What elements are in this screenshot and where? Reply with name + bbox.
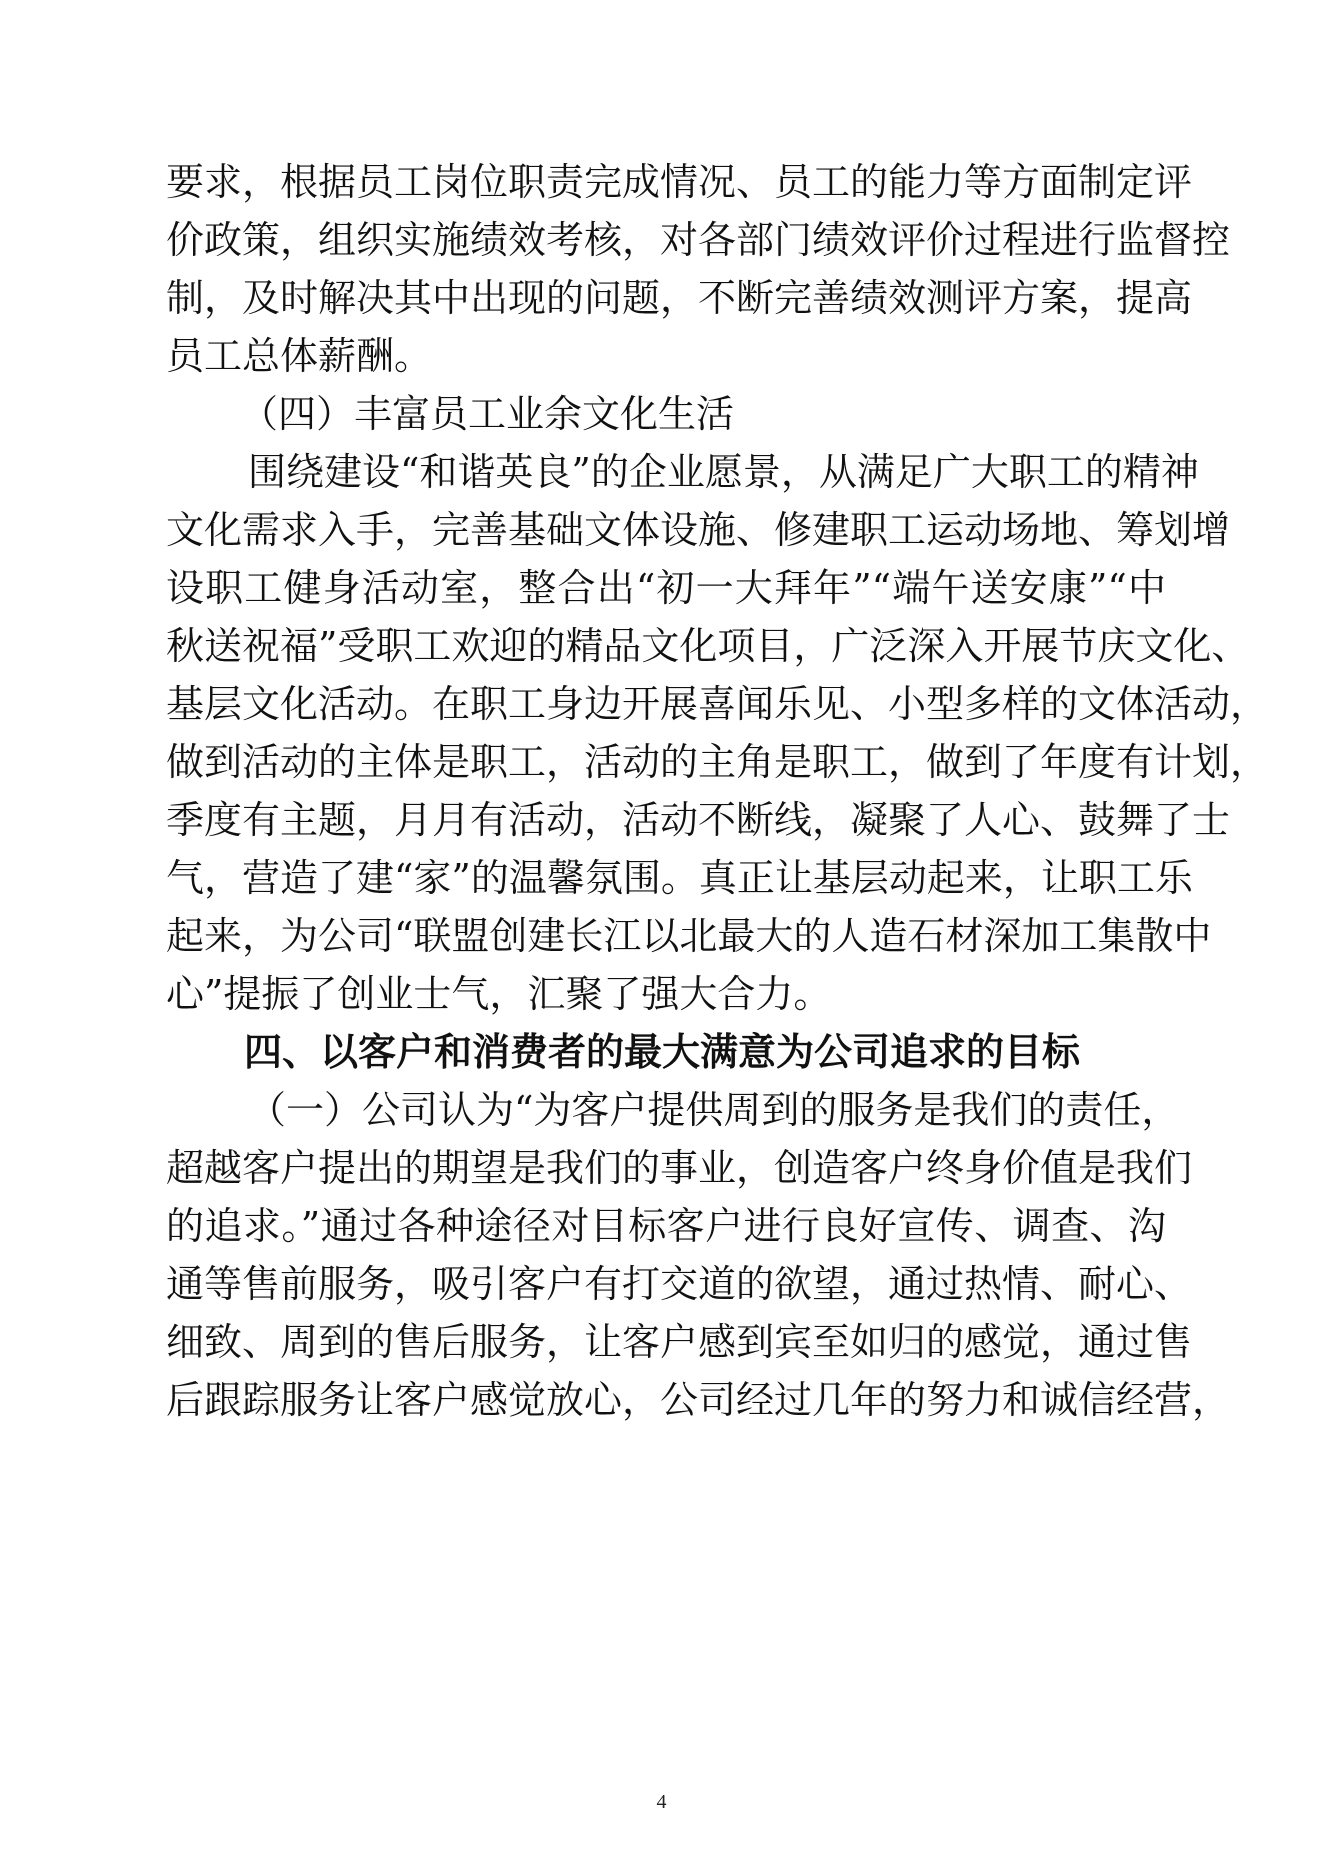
paragraph-line: 气，营造了建“家”的温馨氛围。真正让基层动起来，让职工乐 (166, 856, 1193, 900)
paragraph-line: 通等售前服务，吸引客户有打交道的欲望，通过热情、耐心、 (166, 1262, 1193, 1306)
paragraph-line: 基层文化活动。在职工身边开展喜闻乐见、小型多样的文体活动， (166, 682, 1269, 726)
paragraph-line: 做到活动的主体是职工，活动的主角是职工，做到了年度有计划， (166, 740, 1269, 784)
paragraph-line: 围绕建设“和谐英良”的企业愿景，从满足广大职工的精神 (248, 450, 1199, 494)
paragraph-line: 文化需求入手，完善基础文体设施、修建职工运动场地、筹划增 (166, 508, 1231, 552)
paragraph-line: 季度有主题，月月有活动，活动不断线，凝聚了人心、鼓舞了士 (166, 798, 1231, 842)
paragraph-line: 秋送祝福”受职工欢迎的精品文化项目，广泛深入开展节庆文化、 (166, 624, 1250, 668)
paragraph-line: 后跟踪服务让客户感觉放心，公司经过几年的努力和诚信经营， (166, 1378, 1231, 1422)
paragraph-line: 要求，根据员工岗位职责完成情况、员工的能力等方面制定评 (166, 160, 1193, 204)
section-heading: 四、以客户和消费者的最大满意为公司追求的目标 (244, 1030, 1081, 1074)
paragraph-line: 超越客户提出的期望是我们的事业，创造客户终身价值是我们 (166, 1146, 1193, 1190)
subsection-title: （四）丰富员工业余文化生活 (240, 392, 735, 436)
page-number: 4 (656, 1791, 667, 1813)
paragraph-line: 设职工健身活动室，整合出“初一大拜年”“端午送安康”“中 (166, 566, 1166, 610)
paragraph-line: 心”提振了创业士气，汇聚了强大合力。 (166, 972, 832, 1016)
paragraph-line: （一）公司认为“为客户提供周到的服务是我们的责任， (248, 1088, 1180, 1132)
paragraph-line: 的追求。”通过各种途径对目标客户进行良好宣传、调查、沟 (166, 1204, 1166, 1248)
paragraph-line: 价政策，组织实施绩效考核，对各部门绩效评价过程进行监督控 (166, 218, 1231, 262)
paragraph-line: 起来，为公司“联盟创建长江以北最大的人造石材深加工集散中 (166, 914, 1212, 958)
paragraph-line: 员工总体薪酬。 (166, 334, 433, 378)
paragraph-line: 细致、周到的售后服务，让客户感到宾至如归的感觉，通过售 (166, 1320, 1193, 1364)
paragraph-line: 制，及时解决其中出现的问题，不断完善绩效测评方案，提高 (166, 276, 1193, 320)
